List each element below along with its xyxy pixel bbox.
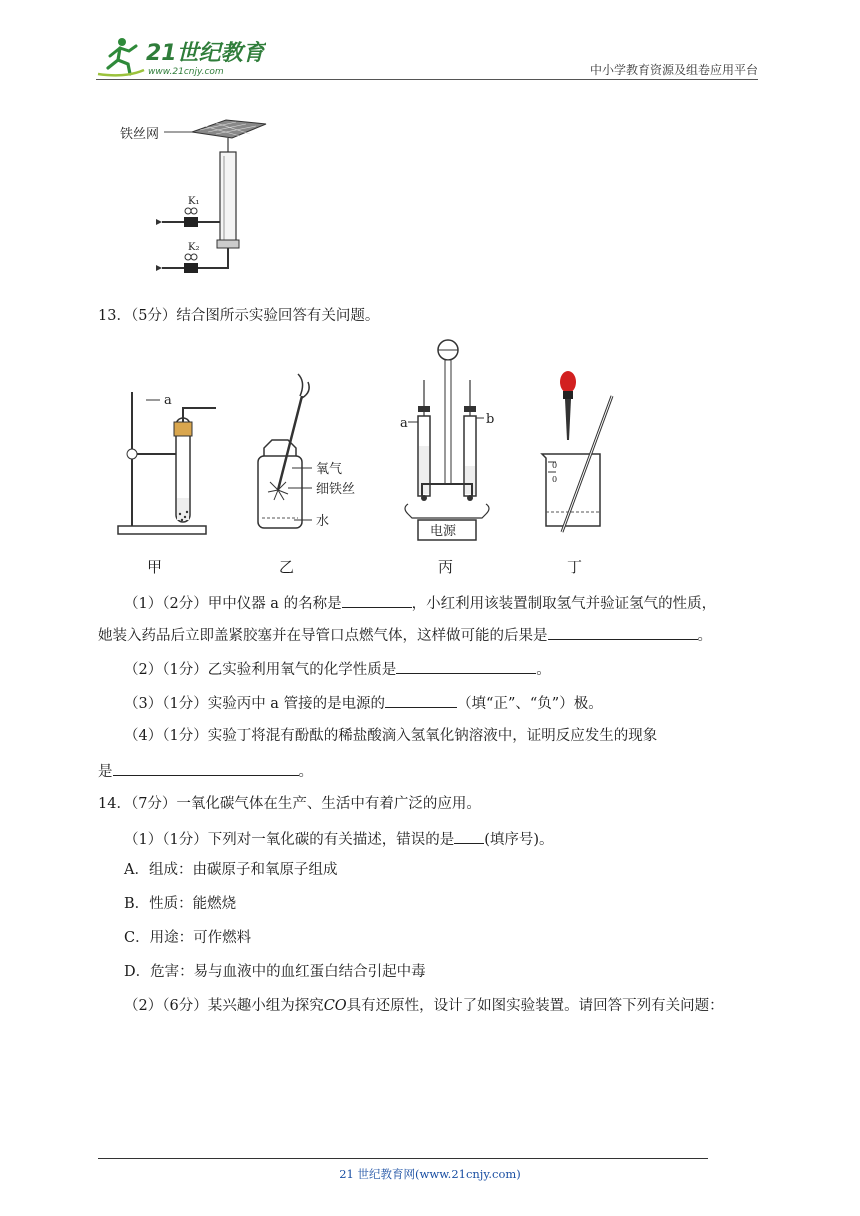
q14-option-b: B．性质：能燃烧: [124, 896, 237, 912]
apparatus-yi: [258, 374, 355, 529]
svg-text:0: 0: [552, 461, 558, 470]
page-footer: 21 世纪教育网(www.21cnjy.com): [339, 1167, 521, 1181]
answer-blank[interactable]: [385, 692, 457, 708]
svg-text:21世纪教育: 21世纪教育: [146, 41, 265, 66]
caption-jia: 甲: [147, 558, 163, 576]
apparatus-bing: [400, 340, 494, 540]
apparatus-ding: [542, 371, 612, 532]
q13-experiments-figure: [112, 336, 632, 550]
q14-option-a: A．组成：由碳原子和氧原子组成: [124, 862, 338, 878]
answer-blank[interactable]: [454, 828, 484, 844]
q14-part2: （2）（6分）某兴趣小组为探究CO具有还原性，设计了如图实验装置。请回答下列有关问题：: [124, 998, 724, 1014]
answer-blank[interactable]: [396, 658, 536, 674]
caption-ding: 丁: [567, 558, 583, 576]
svg-text:铁丝网: 铁丝网: [120, 127, 160, 142]
caption-yi: 乙: [279, 558, 295, 576]
q13-part1-line2: 她装入药品后立即盖紧胶塞并在导管口点燃气体，这样做可能的后果是 。: [98, 624, 712, 646]
q14-option-c: C．用途：可作燃料: [124, 930, 252, 946]
q13-part1-line1: （1）（2分）甲中仪器 a 的名称是 ，小红利用该装置制取氢气并验证氢气的性质，: [124, 592, 716, 614]
footer-divider: [98, 1158, 708, 1159]
answer-blank[interactable]: [113, 760, 299, 776]
svg-text:a: a: [164, 393, 172, 408]
svg-text:氧气: 氧气: [316, 462, 343, 477]
svg-text:a: a: [400, 416, 408, 431]
q13-title: 13．（5分）结合图所示实验回答有关问题。: [98, 308, 380, 324]
q13-part2: （2）（1分）乙实验利用氧气的化学性质是 。: [124, 658, 551, 680]
q14-part1: （1）（1分）下列对一氧化碳的有关描述，错误的是 (填序号)。: [124, 828, 554, 850]
iron-mesh-apparatus-figure: [116, 112, 286, 282]
svg-text:www.21cnjy.com: www.21cnjy.com: [148, 67, 224, 77]
answer-blank[interactable]: [548, 624, 698, 640]
svg-text:b: b: [486, 412, 495, 427]
q13-part4-line1: （4）（1分）实验丁将混有酚酞的稀盐酸滴入氢氧化钠溶液中，证明反应发生的现象: [124, 728, 658, 744]
svg-text:细铁丝: 细铁丝: [316, 482, 356, 497]
q13-part3: （3）（1分）实验丙中 a 管接的是电源的 （填“正”、“负”）极。: [124, 692, 603, 714]
svg-text:0: 0: [552, 475, 558, 484]
site-logo: [96, 34, 266, 80]
caption-bing: 丙: [438, 558, 454, 576]
svg-text:K₁: K₁: [188, 196, 200, 207]
apparatus-jia: [118, 392, 216, 534]
header-divider: [96, 79, 758, 80]
svg-text:水: 水: [316, 514, 330, 529]
svg-text:电源: 电源: [430, 524, 457, 539]
page-header: [96, 34, 758, 80]
answer-blank[interactable]: [342, 592, 412, 608]
header-platform-text: 中小学教育资源及组卷应用平台: [589, 63, 758, 77]
svg-text:K₂: K₂: [188, 242, 200, 253]
q14-title: 14．（7分）一氧化碳气体在生产、生活中有着广泛的应用。: [98, 796, 481, 812]
q14-option-d: D．危害：易与血液中的血红蛋白结合引起中毒: [124, 964, 426, 980]
q13-part4-line2: 是 。: [98, 760, 313, 782]
